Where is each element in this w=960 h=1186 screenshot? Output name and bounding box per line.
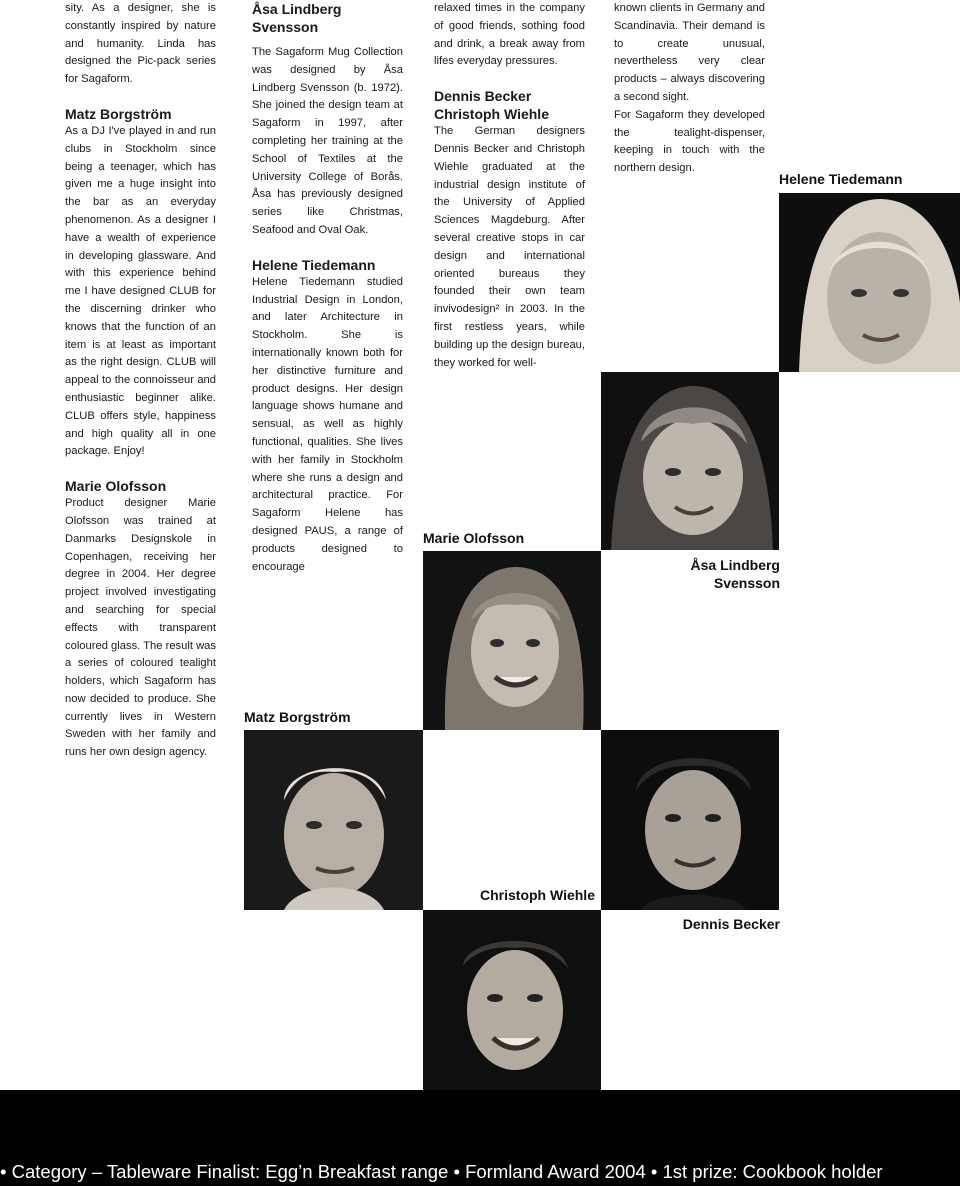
bio-heading-becker-wiehle bbox=[434, 87, 585, 123]
photo-label-christoph: Christoph Wiehle bbox=[480, 887, 595, 903]
bio-text-asa: The Sagaform Mug Collection was designed by Åsa Lindberg Svensson (b. 1972). She joined the design team at Sagaform in 1997, after completing her training at the School of Textiles at the University College of Borås. Åsa has previously designed series like Christmas, Seafood and Oval Oak. bbox=[252, 46, 403, 236]
photo-label-asa bbox=[640, 556, 780, 592]
portrait-christoph-icon bbox=[423, 910, 601, 1090]
bio-text-helene: Helene Tiedemann studied Industrial Design in London, and later Architecture in Stockholm. She is internationally known both for her distinctive furniture and product designs. Her design language shows humane and sensual, as well as highly functional, qualities. She lives with her family in Stockholm where she runs a design and architectural practice. For Sagaform Helene has designed PAUS, a range of products designed to encourage bbox=[252, 275, 403, 573]
column-1 bbox=[65, 0, 216, 762]
photo-dennis-becker bbox=[601, 730, 779, 910]
portrait-matz-icon bbox=[244, 730, 423, 910]
bio-heading-becker: Dennis Becker bbox=[434, 88, 532, 105]
column-3-intro: relaxed times in the company of good friends, sothing food and drink, a break away from lifes everyday pressures. bbox=[434, 2, 585, 68]
photo-label-matz: Matz Borgström bbox=[244, 709, 351, 725]
photo-label-marie: Marie Olofsson bbox=[423, 530, 525, 546]
column-3 bbox=[434, 0, 585, 372]
photo-marie-olofsson bbox=[423, 551, 601, 730]
bio-heading-helene: Helene Tiedemann bbox=[252, 256, 376, 273]
column-4-text: For Sagaform they developed the tealight-dispenser, keeping in touch with the northern design. bbox=[614, 108, 765, 175]
bio-heading-matz: Matz Borgström bbox=[65, 105, 172, 122]
photo-label-dennis: Dennis Becker bbox=[682, 916, 780, 932]
bio-heading-asa bbox=[252, 0, 403, 36]
column-4-intro: known clients in Germany and Scandinavia. Their demand is to create unusual, nevertheless very clear products – always discovering a second sight. bbox=[614, 2, 765, 103]
column-2 bbox=[252, 0, 403, 576]
photo-christoph-wiehle bbox=[423, 910, 601, 1090]
bio-heading-wiehle: Christoph Wiehle bbox=[434, 106, 549, 123]
photo-label-asa-line2: Svensson bbox=[713, 575, 780, 591]
photo-label-helene: Helene Tiedemann bbox=[779, 171, 903, 187]
photo-matz-borgstrom bbox=[244, 730, 423, 910]
bio-text-marie: Product designer Marie Olofsson was trained at Danmarks Designskole in Copenhagen, receiving her degree in 2004. Her degree project involved investigating and searching for special effects with transparent coloured glass. The result was a series of coloured tealight holders, which Sagaform has now decided to produce. She currently lives in Western Sweden with her family and runs her own design agency. bbox=[65, 497, 216, 759]
bio-heading-marie: Marie Olofsson bbox=[65, 478, 167, 495]
portrait-helene-icon bbox=[779, 193, 960, 372]
portrait-marie-icon bbox=[423, 551, 601, 730]
photo-asa-lindberg-svensson bbox=[601, 372, 779, 550]
portrait-dennis-icon bbox=[601, 730, 779, 910]
bio-heading-asa-line1: Åsa Lindberg bbox=[252, 1, 342, 17]
footer-award-text: • Category – Tableware Finalist: Egg’n Breakfast range • Formland Award 2004 • 1st prize: Cookbook holder bbox=[0, 1161, 883, 1182]
column-1-intro: sity. As a designer, she is constantly inspired by nature and humanity. Linda has designed the Pic-pack series for Sagaform. bbox=[65, 2, 216, 86]
photo-helene-tiedemann bbox=[779, 193, 960, 372]
bio-text-matz: As a DJ I've played in and run clubs in Stockholm since being a teenager, which has given me a huge insight into the bar as an everyday phenomenon. As a designer I have a wealth of experience in developing glassware. And with this experience behind me I have designed CLUB for the discerning drinker who knows that the function of an item is at least as important as the right design. CLUB will appeal to the connoisseur and enthusiastic beginner alike. CLUB offers style, happiness and high quality all in one package. Enjoy! bbox=[65, 124, 216, 458]
photo-label-asa-line1: Åsa Lindberg bbox=[690, 557, 780, 573]
column-4 bbox=[614, 0, 765, 178]
portrait-asa-icon bbox=[601, 372, 779, 550]
bio-heading-asa-line2: Svensson bbox=[252, 19, 319, 35]
footer-band bbox=[0, 1090, 960, 1186]
bio-text-becker-wiehle: The German designers Dennis Becker and Christoph Wiehle graduated at the industrial design institute of the University of Applied Sciences Magdeburg. After several creative stops in car design and international oriented bureaus they founded their own team invivodesign² in 2003. In the first restless years, while building up the design bureau, they worked for well- bbox=[434, 125, 585, 369]
